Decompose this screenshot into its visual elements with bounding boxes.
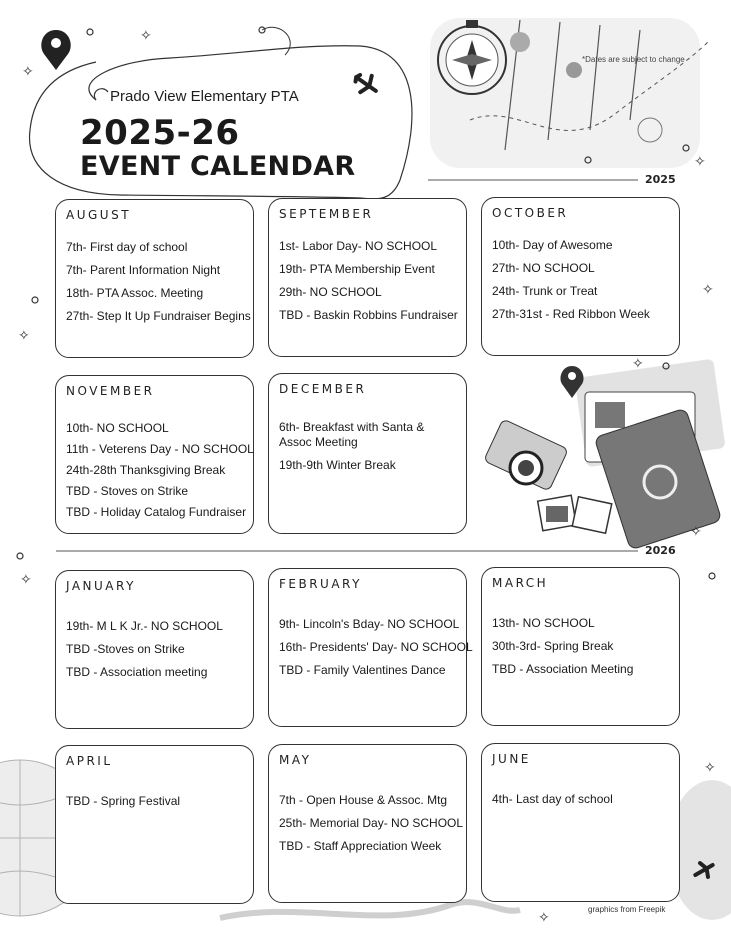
event-item: 24th-28th Thanksgiving Break bbox=[66, 463, 226, 477]
event-item: TBD - Spring Festival bbox=[66, 794, 181, 808]
event-item: 29th- NO SCHOOL bbox=[279, 285, 382, 299]
month-card-august bbox=[55, 199, 254, 358]
event-item: 7th- First day of school bbox=[66, 240, 188, 254]
page-title: EVENT CALENDAR bbox=[80, 151, 356, 182]
event-item: TBD - Stoves on Strike bbox=[66, 484, 189, 498]
event-item: TBD - Association meeting bbox=[66, 665, 208, 679]
month-name: NOVEMBER bbox=[66, 384, 155, 398]
sparkle-icon: ✧ bbox=[140, 28, 152, 44]
event-item: 7th - Open House & Assoc. Mtg bbox=[279, 793, 448, 807]
sparkle-icon: ✧ bbox=[22, 64, 34, 80]
event-item: TBD - Association Meeting bbox=[492, 662, 634, 676]
event-item: TBD - Holiday Catalog Fundraiser bbox=[66, 505, 247, 519]
event-item: 16th- Presidents' Day- NO SCHOOL bbox=[279, 640, 473, 654]
event-item: 1st- Labor Day- NO SCHOOL bbox=[279, 239, 438, 253]
month-card-february bbox=[268, 568, 473, 727]
sparkle-icon: ✧ bbox=[694, 154, 706, 170]
year-label-2026: 2026 bbox=[645, 544, 676, 557]
month-name: MAY bbox=[279, 753, 312, 767]
sparkle-icon: ✧ bbox=[704, 760, 716, 776]
sparkle-icon: ✧ bbox=[538, 910, 550, 926]
month-name: APRIL bbox=[66, 754, 113, 768]
month-card-june bbox=[481, 743, 680, 902]
event-item: 27th- NO SCHOOL bbox=[492, 261, 595, 275]
month-name: AUGUST bbox=[66, 208, 132, 222]
camera-icon bbox=[484, 419, 569, 491]
map-pin-icon bbox=[41, 30, 70, 70]
airplane-icon bbox=[350, 69, 381, 99]
event-item: 24th- Trunk or Treat bbox=[492, 284, 598, 298]
event-item: 25th- Memorial Day- NO SCHOOL bbox=[279, 816, 464, 830]
event-item: TBD - Family Valentines Dance bbox=[279, 663, 446, 677]
event-item: TBD -Stoves on Strike bbox=[66, 642, 185, 656]
graphics-credit: graphics from Freepik bbox=[588, 905, 666, 914]
month-name: SEPTEMBER bbox=[279, 207, 374, 221]
month-name: MARCH bbox=[492, 576, 549, 590]
month-card-december bbox=[268, 373, 467, 534]
month-name: FEBRUARY bbox=[279, 577, 362, 591]
month-name: JUNE bbox=[492, 752, 531, 766]
event-item: 7th- Parent Information Night bbox=[66, 263, 221, 277]
event-item: 27th- Step It Up Fundraiser Begins bbox=[66, 309, 251, 323]
month-card-october bbox=[481, 197, 680, 356]
event-item: 11th - Veterens Day - NO SCHOOL bbox=[66, 442, 254, 456]
event-item: 27th-31st - Red Ribbon Week bbox=[492, 307, 650, 321]
event-item: 4th- Last day of school bbox=[492, 792, 613, 806]
year-label-2025: 2025 bbox=[645, 173, 676, 186]
event-item: 18th- PTA Assoc. Meeting bbox=[66, 286, 204, 300]
event-item: 30th-3rd- Spring Break bbox=[492, 639, 614, 653]
event-item: 10th- NO SCHOOL bbox=[66, 421, 169, 435]
month-card-may bbox=[268, 744, 467, 903]
organization-name: Prado View Elementary PTA bbox=[110, 88, 299, 105]
event-item: 10th- Day of Awesome bbox=[492, 238, 613, 252]
dates-disclaimer: *Dates are subject to change bbox=[582, 55, 685, 64]
sparkle-icon: ✧ bbox=[18, 328, 30, 344]
sparkle-icon: ✧ bbox=[632, 356, 644, 372]
month-name: OCTOBER bbox=[492, 206, 569, 220]
sparkle-icon: ✧ bbox=[690, 524, 702, 540]
month-card-november bbox=[55, 375, 254, 534]
event-item: 6th- Breakfast with Santa & Assoc Meeting bbox=[279, 420, 425, 449]
sparkle-icon: ✧ bbox=[20, 572, 32, 588]
event-item: 9th- Lincoln's Bday- NO SCHOOL bbox=[279, 617, 460, 631]
month-name: JANUARY bbox=[66, 579, 136, 593]
month-card-january bbox=[55, 570, 254, 729]
page-title-year: 2025-26 bbox=[80, 113, 240, 153]
event-item: TBD - Baskin Robbins Fundraiser bbox=[279, 308, 458, 322]
event-item: TBD - Staff Appreciation Week bbox=[279, 839, 442, 853]
month-name: DECEMBER bbox=[279, 382, 367, 396]
event-item: 19th- PTA Membership Event bbox=[279, 262, 435, 276]
event-item: 19th-9th Winter Break bbox=[279, 458, 396, 472]
month-card-september bbox=[268, 198, 467, 357]
sparkle-icon: ✧ bbox=[702, 282, 714, 298]
event-item: 13th- NO SCHOOL bbox=[492, 616, 595, 630]
event-item: 19th- M L K Jr.- NO SCHOOL bbox=[66, 619, 223, 633]
month-card-april bbox=[55, 745, 254, 904]
month-card-march bbox=[481, 567, 680, 726]
